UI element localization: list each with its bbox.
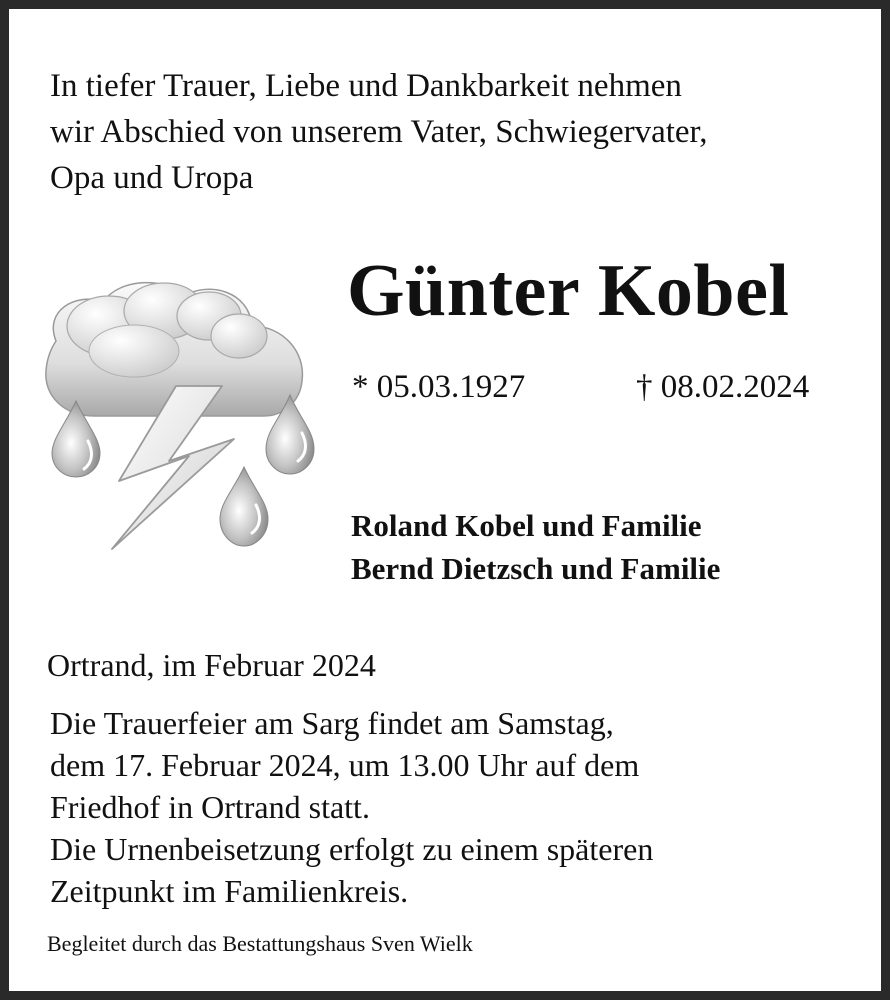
obituary-card	[9, 9, 881, 991]
mourner: Bernd Dietzsch und Familie	[351, 551, 721, 586]
mourners-list	[351, 504, 720, 590]
undertaker-credit: Begleitet durch das Bestattungshaus Sven Wielk	[47, 931, 473, 956]
birth-date: * 05.03.1927	[352, 369, 526, 405]
service-line: Die Trauerfeier am Sarg findet am Samstag,	[50, 705, 614, 741]
intro-text	[50, 63, 850, 201]
place-date: Ortrand, im Februar 2024	[47, 647, 376, 683]
death-date: † 08.02.2024	[636, 369, 810, 405]
service-info	[50, 702, 653, 912]
intro-line: wir Abschied von unserem Vater, Schwiegervater,	[50, 114, 708, 150]
intro-line: Opa und Uropa	[50, 160, 254, 196]
service-line: Friedhof in Ortrand statt.	[50, 789, 370, 825]
storm-cloud-icon	[34, 271, 324, 556]
deceased-name: Günter Kobel	[347, 250, 790, 332]
mourner: Roland Kobel und Familie	[351, 508, 702, 543]
service-line: Zeitpunkt im Familienkreis.	[50, 873, 409, 909]
service-line: dem 17. Februar 2024, um 13.00 Uhr auf dem	[50, 747, 640, 783]
intro-line: In tiefer Trauer, Liebe und Dankbarkeit nehmen	[50, 68, 682, 104]
service-line: Die Urnenbeisetzung erfolgt zu einem späteren	[50, 831, 654, 867]
